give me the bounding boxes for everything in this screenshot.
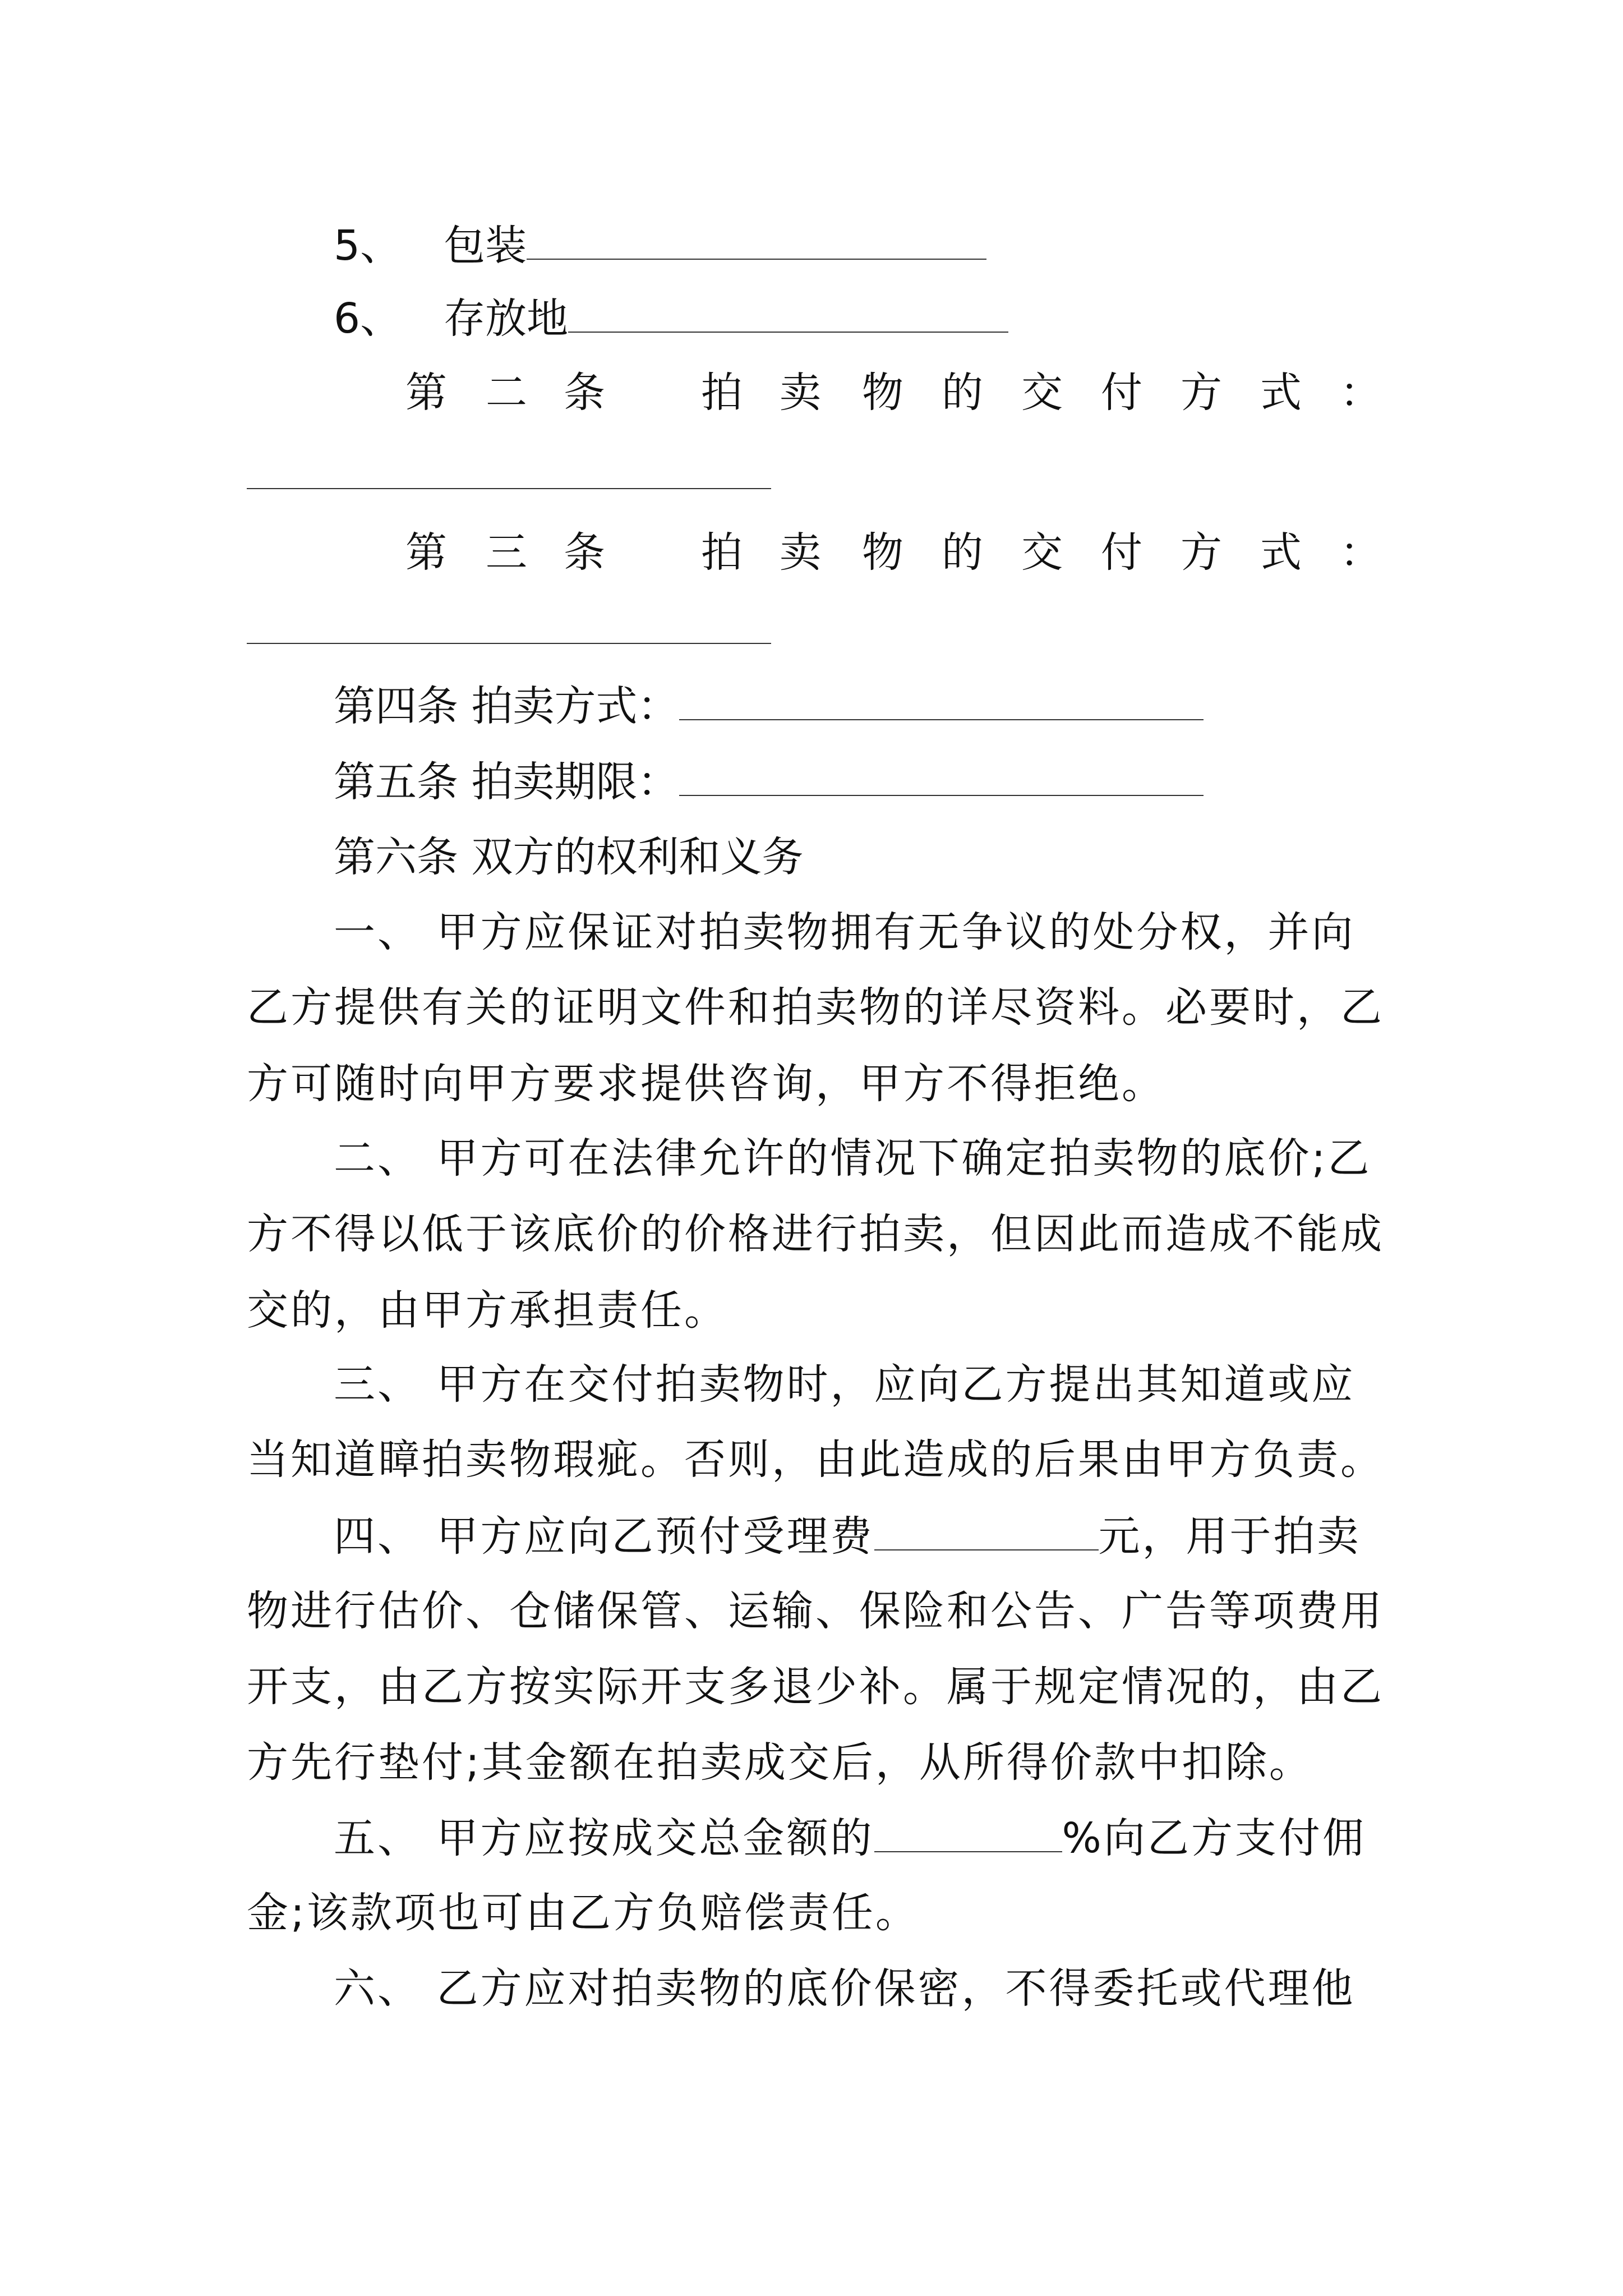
para-4-line-1: 四、 甲方应向乙预付受理费 元，用于拍卖 xyxy=(334,1508,1361,1565)
para-1-line-1: 一、 甲方应保证对拍卖物拥有无争议的处分权，并向 xyxy=(334,908,1355,956)
fill-blank xyxy=(679,753,1204,796)
article-6 xyxy=(334,829,804,885)
para-5-line-1: 五、 甲方应按成交总金额的 %向乙方支付佣 xyxy=(334,1810,1366,1866)
para-6-line-1: 六、 乙方应对拍卖物的底价保密，不得委托或代理他 xyxy=(334,1964,1355,2013)
fill-blank xyxy=(247,488,771,489)
para-1-line-3: 方可随时向甲方要求提供咨询，甲方不得拒绝。 xyxy=(247,1060,1165,1108)
article-3-heading: 第 三 条 拍 卖 物 的 交 付 方 式 ： xyxy=(405,528,1381,577)
article-text: 第五条 拍卖期限： xyxy=(334,758,679,806)
fill-blank xyxy=(679,678,1204,720)
item-5 xyxy=(334,217,986,274)
para-5-line-2: 金;该款项也可由乙方负赔偿责任。 xyxy=(247,1889,919,1937)
para-3-line-2: 当知道瞕拍卖物瑕疵。否则，由此造成的后果由甲方负责。 xyxy=(247,1435,1384,1484)
item-label: 存放地 xyxy=(444,295,569,343)
para-4-line-2: 物进行估价、仓储保管、运输、保险和公告、广告等项费用 xyxy=(247,1587,1384,1635)
para-2-line-2: 方不得以低于该底价的价格进行拍卖，但因此而造成不能成 xyxy=(247,1210,1384,1258)
para-4-line-3: 开支，由乙方按实际开支多退少补。属于规定情况的，由乙 xyxy=(247,1663,1384,1711)
fill-blank xyxy=(247,643,771,644)
para-1-line-2: 乙方提供有关的证明文件和拍卖物的详尽资料。必要时，乙 xyxy=(247,983,1384,1032)
fee-blank xyxy=(874,1508,1099,1550)
article-2-heading: 第 二 条 拍 卖 物 的 交 付 方 式 ： xyxy=(405,369,1381,417)
item-number: 5、 xyxy=(334,222,402,270)
fill-blank xyxy=(568,290,1008,333)
article-text: 第四条 拍卖方式： xyxy=(334,682,679,730)
article-4 xyxy=(334,678,1204,734)
para-2-line-1: 二、 甲方可在法律允许的情况下确定拍卖物的底价;乙 xyxy=(334,1134,1372,1182)
item-6 xyxy=(334,290,1008,347)
para-3-line-1: 三、 甲方在交付拍卖物时，应向乙方提出其知道或应 xyxy=(334,1360,1355,1409)
article-text: 第六条 双方的权利和义务 xyxy=(334,833,804,881)
percent-blank xyxy=(874,1810,1062,1852)
para-4-line-4: 方先行垫付;其金额在拍卖成交后，从所得价款中扣除。 xyxy=(247,1738,1313,1787)
article-5 xyxy=(334,753,1204,810)
item-label: 包装 xyxy=(444,222,527,270)
item-number: 6、 xyxy=(334,295,402,343)
fill-blank xyxy=(527,217,986,260)
para-2-line-3: 交的，由甲方承担责任。 xyxy=(247,1286,728,1335)
